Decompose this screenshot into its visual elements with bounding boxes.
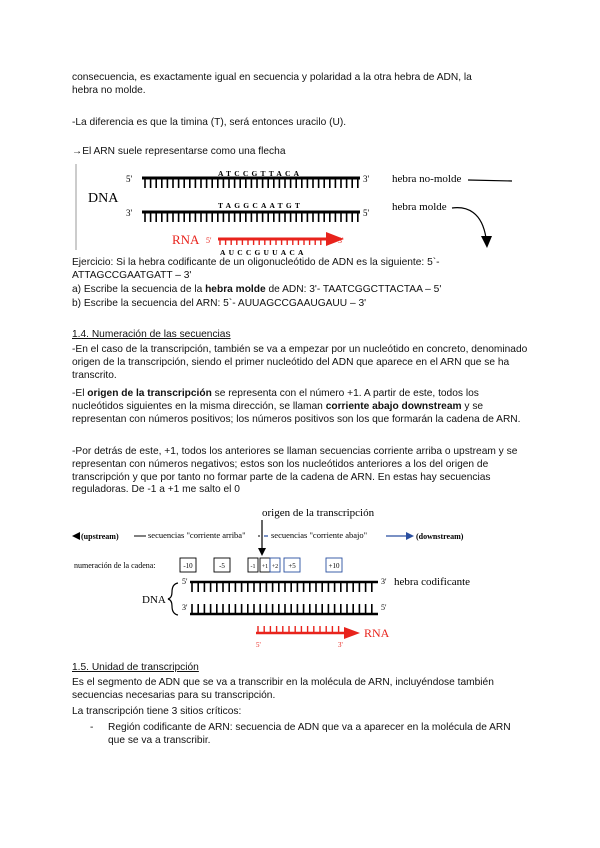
rna-sequence: AUCCGUUACA — [220, 248, 307, 257]
number-box-label: +5 — [288, 562, 296, 570]
numbering-label: numeración de la cadena: — [74, 561, 156, 570]
section-1-5-p1: Es el segmento de ADN que se va a transcribir en la molécula de ARN, incluyéndose también secuencias necesarias para su transcripción. — [72, 677, 494, 701]
section-1-4-p2 — [72, 388, 528, 426]
downstream-label: (downstream) — [416, 532, 464, 541]
rna-label-2: RNA — [364, 626, 390, 640]
top-sequence: ATCCGTTACA — [218, 169, 303, 178]
rna-3-prime: 3' — [338, 236, 344, 245]
number-box-label: +10 — [328, 562, 340, 570]
origin-pointer-head — [258, 548, 266, 556]
template-label: hebra molde — [392, 201, 447, 213]
top-5-prime: 5' — [126, 174, 133, 184]
numbering-figure — [72, 504, 472, 652]
rna-arrow-head-2 — [344, 627, 360, 639]
dna-label-2: DNA — [142, 594, 166, 606]
dna-brace — [168, 583, 178, 615]
section-1-4-p3: -Por detrás de este, +1, todos los anteriores se llaman secuencias corriente arriba o upstream y se representan con números negativos; estos son los nucleótidos anteriores a los del origen de transcripción y que por tanto no formar parte de la cadena de ARN. En estas hay secuencias reguladoras. De -1 a +1 me salto el 0 — [72, 446, 518, 496]
exercise-a-bold: hebra molde — [205, 284, 266, 295]
number-box-label: +2 — [271, 564, 279, 570]
p2-downstream-bold: corriente abajo downstream — [325, 400, 462, 412]
number-boxes — [180, 558, 342, 572]
intro-line-2: hebra no molde. — [72, 85, 146, 96]
intro-line-1: consecuencia, es exactamente igual en secuencia y polaridad a la otra hebra de ADN, la — [72, 72, 472, 83]
difference-note: -La diferencia es que la timina (T), será entonces uracilo (U). — [72, 117, 347, 128]
top-3-prime: 3' — [363, 174, 370, 184]
downstream-sequences-label: secuencias "corriente abajo" — [271, 530, 368, 540]
dna-rna-figure — [72, 158, 512, 258]
non-template-pointer — [468, 180, 512, 181]
bottom-3-prime: 3' — [126, 208, 133, 218]
bottom-sequence: TAGGCAATGT — [218, 201, 304, 210]
exercise-line-2: ATTAGCCGAATGATT – 3' — [72, 270, 192, 281]
coding-strand-label: hebra codificante — [394, 576, 471, 588]
exercise-a — [72, 284, 528, 297]
template-strand-ticks — [192, 604, 372, 614]
arrow-note: →El ARN suele representarse como una flecha — [72, 146, 286, 157]
bottom-5-prime: 5' — [363, 208, 370, 218]
downstream-arrow-head — [406, 532, 414, 540]
upstream-sequences-label: secuencias "corriente arriba" — [148, 530, 246, 540]
bottom-5-prime-2: 5' — [381, 603, 387, 612]
p2-c: se representa con el número +1. A partir de este, todos los nucleótidos siguientes en la misma dirección, se llaman — [72, 388, 479, 412]
rna-5-prime-2: 5' — [256, 641, 261, 649]
exercise-a-pre: a) Escribe la secuencia de la — [72, 284, 206, 295]
number-box-label: +1 — [261, 564, 269, 570]
origin-label: origen de la transcripción — [262, 507, 375, 519]
number-box-label: -1 — [250, 564, 256, 570]
exercise-b: b) Escribe la secuencia del ARN: 5`- AUUAGCCGAAUGAUU – 3' — [72, 298, 367, 309]
section-1-4-p1: -En el caso de la transcripción, también se va a empezar por un nucleótido en concreto, denominado origen de la transcripción, siendo el primer nucleótido del ADN que aparece en el ARN que se ha transcrito. — [72, 344, 528, 381]
rna-5-prime: 5' — [206, 236, 212, 245]
non-template-label: hebra no-molde — [392, 173, 462, 185]
exercise-line-1: Ejercicio: Si la hebra codificante de un oligonucleótido de ADN es la siguiente: 5`- — [72, 257, 440, 268]
section-1-5-title: 1.5. Unidad de transcripción — [72, 662, 199, 673]
coding-strand-ticks — [192, 582, 372, 592]
top-5-prime-2: 5' — [182, 577, 188, 586]
section-1-4-title: 1.4. Numeración de las secuencias — [72, 329, 231, 340]
upstream-arrow-head — [72, 532, 80, 540]
exercise-a-post: de ADN: 3'- TAATCGGCTTACTAA – 5' — [265, 284, 442, 295]
top-3-prime-2: 3' — [381, 577, 387, 586]
number-box-label: -10 — [183, 562, 193, 570]
bullet-1: Región codificante de ARN: secuencia de ADN que va a aparecer en la molécula de ARN que se va a transcribir. — [108, 722, 511, 746]
upstream-label: (upstream) — [81, 532, 119, 541]
bullet-dash: - — [90, 722, 94, 733]
bottom-3-prime-2: 3' — [182, 603, 188, 612]
rna-label: RNA — [172, 232, 200, 247]
template-pointer-arrow — [452, 208, 486, 238]
rna-3-prime-2: 3' — [338, 641, 343, 649]
section-1-5-p2: La transcripción tiene 3 sitios críticos: — [72, 706, 242, 717]
p2-e: y se representan con números positivos; los números positivos son los que formarán la cadena de ARN. — [72, 400, 521, 425]
dna-label: DNA — [88, 191, 119, 206]
template-pointer-head — [481, 236, 492, 248]
number-box-label: -5 — [219, 562, 225, 570]
p2-origin-bold: origen de la transcripción — [87, 388, 212, 399]
p2-a: -El — [72, 388, 88, 399]
